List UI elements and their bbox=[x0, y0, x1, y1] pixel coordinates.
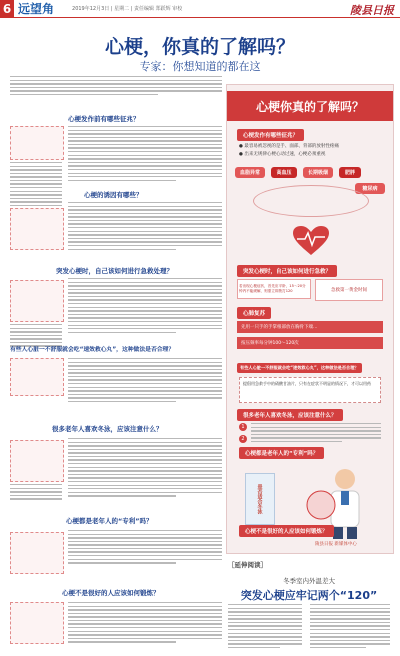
section-heading-7: 心梗不是很好的人应该如何锻炼？ bbox=[62, 589, 160, 597]
infographic-section-7: 心梗不是很好的人应该如何锻炼？ bbox=[239, 525, 334, 537]
column-text bbox=[68, 126, 222, 183]
section-heading-5: 很多老年人喜欢冬泳，应该注意什么？ bbox=[52, 425, 163, 433]
column-text bbox=[228, 604, 302, 651]
risk-factor: 高血压 bbox=[271, 167, 297, 178]
quote-box-7 bbox=[10, 602, 64, 644]
column-text bbox=[68, 202, 222, 252]
risk-factor: 糖尿病 bbox=[355, 183, 385, 194]
risk-factor: 血脂异常 bbox=[235, 167, 265, 178]
extension-label: ［延伸阅读］ bbox=[228, 561, 267, 569]
column-text bbox=[10, 484, 62, 502]
quote-box-5 bbox=[10, 440, 64, 482]
section-name: 远望角 bbox=[18, 2, 55, 16]
quote-box-4 bbox=[10, 358, 64, 396]
heart-icon bbox=[291, 225, 331, 257]
column-text bbox=[68, 278, 222, 335]
column-text bbox=[68, 602, 222, 645]
newspaper-brand: 陵县日报 bbox=[350, 4, 394, 17]
issue-meta: 2019年12月3日 | 星期二 | 责任编辑 郑跃辉 审校 bbox=[72, 6, 183, 12]
quote-box-3 bbox=[10, 280, 64, 322]
infographic-panel bbox=[226, 84, 394, 554]
stat-box: 急救第一黄金时间 bbox=[315, 279, 383, 301]
infographic-bullet: ● 最容易被忽视的是手、面部、背部的放射性疼痛 bbox=[239, 144, 339, 149]
info-band: 先用一只手的手掌根部放在胸骨下端… bbox=[237, 321, 383, 333]
headline-title: 心梗，你真的了解吗？ bbox=[104, 36, 295, 58]
quote-box-2 bbox=[10, 208, 64, 250]
info-band: 按压频率每分钟100～120次 bbox=[237, 337, 383, 349]
info-text bbox=[251, 423, 381, 444]
infographic-title: 心梗你真的了解吗？ bbox=[227, 91, 393, 121]
headline-subtitle: 专家：你想知道的都在这 bbox=[139, 60, 261, 73]
section-heading-4: 有些人心脏一不舒服就会吃“速效救心丸”，这种做法是否合理？ bbox=[10, 347, 175, 353]
step-number: 1 bbox=[239, 423, 247, 431]
stat-box: 若出现心梗症状，首先应平卧，15～20分钟内不能缓解，则需立即拨打120 bbox=[237, 279, 311, 299]
infographic-section-2: 突发心梗时，自己该如何进行急救？ bbox=[237, 265, 337, 277]
quote-box-6 bbox=[10, 532, 64, 574]
section-heading-6: 心梗都是老年人的“专利”吗？ bbox=[66, 517, 153, 525]
section-heading-3: 突发心梗时，自己该如何进行急救处理？ bbox=[56, 267, 173, 275]
column-text bbox=[68, 358, 222, 405]
infographic-credit: 陵县日报 新媒体中心 bbox=[315, 542, 357, 547]
extension-title: 突发心梗应牢记两个“120” bbox=[240, 589, 378, 602]
infographic-section-4: 有些人心脏一不舒服就会吃“速效救心丸”，这种做法是否合理？ bbox=[237, 363, 362, 373]
quote-box-1 bbox=[10, 126, 64, 160]
step-number: 2 bbox=[239, 435, 247, 443]
infographic-section-1: 心梗发作有哪些征兆？ bbox=[237, 129, 304, 141]
risk-ring bbox=[253, 185, 369, 217]
section-heading-1: 心梗发作前有哪些征兆？ bbox=[68, 115, 140, 123]
page-header bbox=[0, 0, 400, 18]
infographic-bullet: ● 出来无规律心梗心动过速，心梗必须重视 bbox=[239, 152, 326, 157]
note-box: 提倡用急救手中的硝酸甘油片，只有在症状不明显的情况下，才可以用药 bbox=[239, 377, 381, 403]
column-text bbox=[310, 604, 390, 651]
infographic-section-6: 心梗都是老年人的“专利”吗？ bbox=[239, 447, 324, 459]
column-text bbox=[68, 530, 222, 566]
lead-paragraph bbox=[10, 76, 222, 97]
infographic-section-3: 心肺复苏 bbox=[237, 307, 271, 319]
risk-factor: 长期吸烟 bbox=[303, 167, 333, 178]
section-heading-2: 心梗的诱因有哪些？ bbox=[84, 191, 143, 199]
side-note: 是否适合冬泳 bbox=[245, 473, 275, 525]
infographic-section-5: 很多老年人喜欢冬泳，应该注意什么？ bbox=[237, 409, 343, 421]
extension-kicker: 冬季室内外温差大 bbox=[283, 577, 335, 585]
column-text bbox=[68, 438, 222, 499]
page-number: 6 bbox=[0, 0, 14, 17]
risk-factor: 肥胖 bbox=[339, 167, 361, 178]
